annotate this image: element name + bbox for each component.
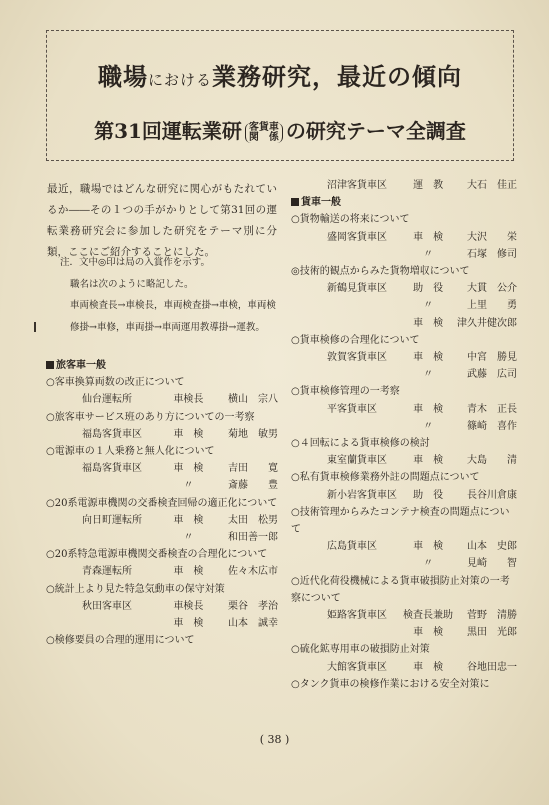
topic-title: ○電源車の１人乗務と無人化について (46, 446, 215, 458)
author-place: 大館客貨車区 (327, 661, 387, 673)
author-place (327, 418, 404, 435)
main-title-small: における (147, 71, 212, 89)
author-name: 斎藤 豊 (228, 480, 278, 492)
author-name: 太田 松男 (228, 514, 278, 526)
topic-title: ○旅客車サービス班のあり方についての一考察 (46, 411, 255, 423)
author-row (46, 460, 278, 477)
author-name: 大沢 栄 (467, 231, 518, 243)
author-name: 佐々木広市 (228, 566, 278, 578)
author-place: 仙台運転所 (82, 394, 132, 406)
subtitle (47, 115, 513, 144)
author-place: 東室蘭貨車区 (327, 455, 387, 467)
margin-mark (34, 322, 36, 332)
author-row (291, 624, 517, 641)
author-title: 〃 (423, 558, 434, 570)
author-place: 沼津客貨車区 (327, 180, 387, 191)
author-place: 姫路客貨車区 (327, 610, 387, 622)
author-name: 大島 清 (467, 455, 518, 467)
author-name: 上里 勇 (467, 300, 518, 312)
author-row (46, 391, 278, 408)
author-title: 〃 (183, 532, 194, 544)
topic-title: ◎技術的観点からみた貨物増収について (291, 266, 470, 278)
author-name: 石塚 修司 (467, 248, 518, 260)
author-name: 長谷川倉康 (467, 489, 518, 501)
author-name: 山本 史郎 (467, 541, 518, 553)
author-row (291, 487, 517, 504)
note-3: 車両検査長→車検長，車両検査掛→車検，車両検修掛→車修，車両掛→車両運用教導掛→運教。 (70, 300, 276, 333)
author-name: 谷地田忠一 (467, 661, 518, 673)
author-row (46, 529, 278, 546)
author-place: 福島客貨車区 (82, 428, 142, 440)
author-place: 平客貨車区 (327, 403, 377, 415)
subtitle-paren-top: 客貨車 (248, 121, 279, 133)
subtitle-paren (245, 123, 283, 143)
author-title: 車 検 (413, 661, 444, 673)
author-place: 福島客貨車区 (82, 463, 142, 475)
intro-paragraph (47, 179, 277, 263)
author-name: 大貫 公介 (467, 283, 518, 295)
author-name: 中宮 勝見 (467, 352, 518, 364)
author-title: 車 検 (413, 352, 444, 364)
author-name: 吉田 寛 (228, 463, 278, 475)
author-name: 菅野 清勝 (467, 610, 517, 622)
author-row (291, 297, 517, 314)
main-title (47, 57, 513, 92)
author-row (291, 280, 517, 297)
topic-title: ○硫化鉱専用車の破損防止対策 (291, 644, 430, 656)
author-row (291, 418, 517, 435)
topic-title: ○タンク貨車の検修作業における安全対策に (291, 678, 490, 690)
author-title: 車検長 (173, 394, 204, 406)
author-place: 新鶴見貨車区 (327, 283, 387, 295)
author-row (291, 452, 517, 469)
author-place: 広島貨車区 (327, 541, 377, 553)
author-row (291, 246, 517, 263)
author-row (291, 229, 517, 246)
topic-title: ○20系特急電源車機関交番検査の合理化について (46, 549, 268, 561)
author-row (46, 426, 278, 443)
author-row (291, 177, 517, 194)
author-place (82, 477, 164, 494)
author-name: 見崎 智 (467, 558, 518, 570)
topic-title: ○４回転による貨車検修の検討 (291, 438, 430, 450)
author-name: 山本 誠幸 (228, 618, 278, 630)
section-heading: 貨車一般 (291, 194, 517, 211)
note-2: 職名は次のように略記した。 (70, 278, 194, 290)
author-title: 検査長兼助 (403, 610, 454, 622)
topic-title: ○近代化荷役機械による貨車破損防止対策の一考察について (291, 575, 510, 604)
author-place: 盛岡客貨車区 (327, 231, 387, 243)
author-place: 秋田客車区 (82, 600, 132, 612)
author-place (82, 615, 164, 632)
author-name: 黒田 光郎 (467, 627, 518, 639)
author-name: 栗谷 孝治 (228, 600, 278, 612)
author-row (291, 315, 517, 332)
author-name: 青木 正長 (467, 403, 518, 415)
author-place (327, 624, 404, 641)
author-title: 車 検 (173, 566, 204, 578)
author-name: 大石 佳正 (467, 180, 518, 191)
author-name: 横山 宗八 (228, 394, 278, 406)
author-name: 和田善一郎 (228, 532, 278, 544)
author-row (291, 366, 517, 383)
topic-title: ○検修要員の合理的運用について (46, 635, 195, 647)
author-place: 敦賀客貨車区 (327, 352, 387, 364)
author-row (46, 598, 278, 615)
author-row (291, 349, 517, 366)
intro-text: 最近，職場ではどんな研究に関心がもたれているか――その１つの手がかりとして第31回の運転業務研究会に参加した研究をテーマ別に分類，ここにご紹介することにした。 (47, 183, 277, 258)
author-row (46, 615, 278, 632)
left-column (46, 357, 278, 649)
author-place (327, 315, 404, 332)
author-title: 車 検 (173, 618, 204, 630)
author-title: 車 検 (173, 428, 204, 440)
author-row (291, 555, 517, 572)
author-row (291, 538, 517, 555)
topic-title: ○20系電源車機関の交番検査回帰の適正化について (46, 497, 278, 509)
author-title: 助 役 (413, 489, 444, 501)
author-title: 〃 (423, 420, 434, 432)
author-name: 津久井健次郎 (457, 317, 518, 329)
author-title: 車 検 (413, 231, 444, 243)
section-heading: 旅客車一般 (46, 357, 278, 374)
author-place: 青森運転所 (82, 566, 132, 578)
author-place: 新小岩客貨車区 (327, 489, 397, 501)
note-1: 注．文中◎印は局の入賞作を示す。 (60, 257, 211, 268)
author-row (291, 659, 517, 676)
author-title: 運 教 (413, 180, 444, 191)
author-place (327, 366, 404, 383)
author-place (327, 246, 404, 263)
author-name: 武藤 広司 (467, 369, 518, 381)
author-place (327, 555, 404, 572)
topic-title: ○貨物輸送の将来について (291, 214, 410, 226)
intro-notes (60, 252, 280, 338)
author-place: 向日町運転所 (82, 514, 142, 526)
topic-title: ○私有貨車検修業務外註の問題点について (291, 472, 480, 484)
author-title: 車 検 (173, 463, 204, 475)
subtitle-part2: の研究テーマ全調査 (285, 119, 466, 143)
author-name: 篠崎 喜作 (467, 420, 518, 432)
author-title: 車検長 (173, 600, 204, 612)
author-title: 車 検 (413, 541, 444, 553)
right-column (291, 177, 517, 693)
author-row (291, 401, 517, 418)
author-row (291, 607, 517, 624)
author-place (327, 297, 404, 314)
author-title: 助 役 (413, 283, 444, 295)
topic-title: ○技術管理からみたコンテナ検査の問題点について (291, 506, 510, 536)
author-row (46, 512, 278, 529)
author-title: 車 検 (413, 403, 444, 415)
author-place (82, 529, 164, 546)
author-row (46, 477, 278, 494)
topic-title: ○統計上より見た特急気動車の保守対策 (46, 583, 225, 595)
subtitle-paren-bottom: 関 係 (248, 131, 279, 143)
author-title: 車 検 (413, 627, 444, 639)
page-number: ( 38 ) (259, 733, 290, 746)
author-row (46, 563, 278, 580)
author-title: 〃 (423, 369, 434, 381)
title-box (46, 30, 514, 161)
author-title: 〃 (423, 300, 434, 312)
author-title: 車 検 (413, 455, 444, 467)
author-name: 菊地 敏男 (228, 428, 278, 440)
topic-title: ○貨車検修管理の一考察 (291, 386, 400, 398)
author-title: 車 検 (173, 514, 204, 526)
subtitle-part1: 第31回運転業研 (94, 119, 242, 143)
main-title-part2: 業務研究，最近の傾向 (212, 62, 462, 91)
topic-title: ○貨車検修の合理化について (291, 334, 420, 346)
author-title: 〃 (183, 480, 194, 492)
author-title: 車 検 (413, 317, 444, 329)
topic-title: ○客車換算両数の改正について (46, 377, 185, 389)
main-title-part1: 職場 (97, 62, 148, 91)
author-title: 〃 (423, 248, 434, 260)
